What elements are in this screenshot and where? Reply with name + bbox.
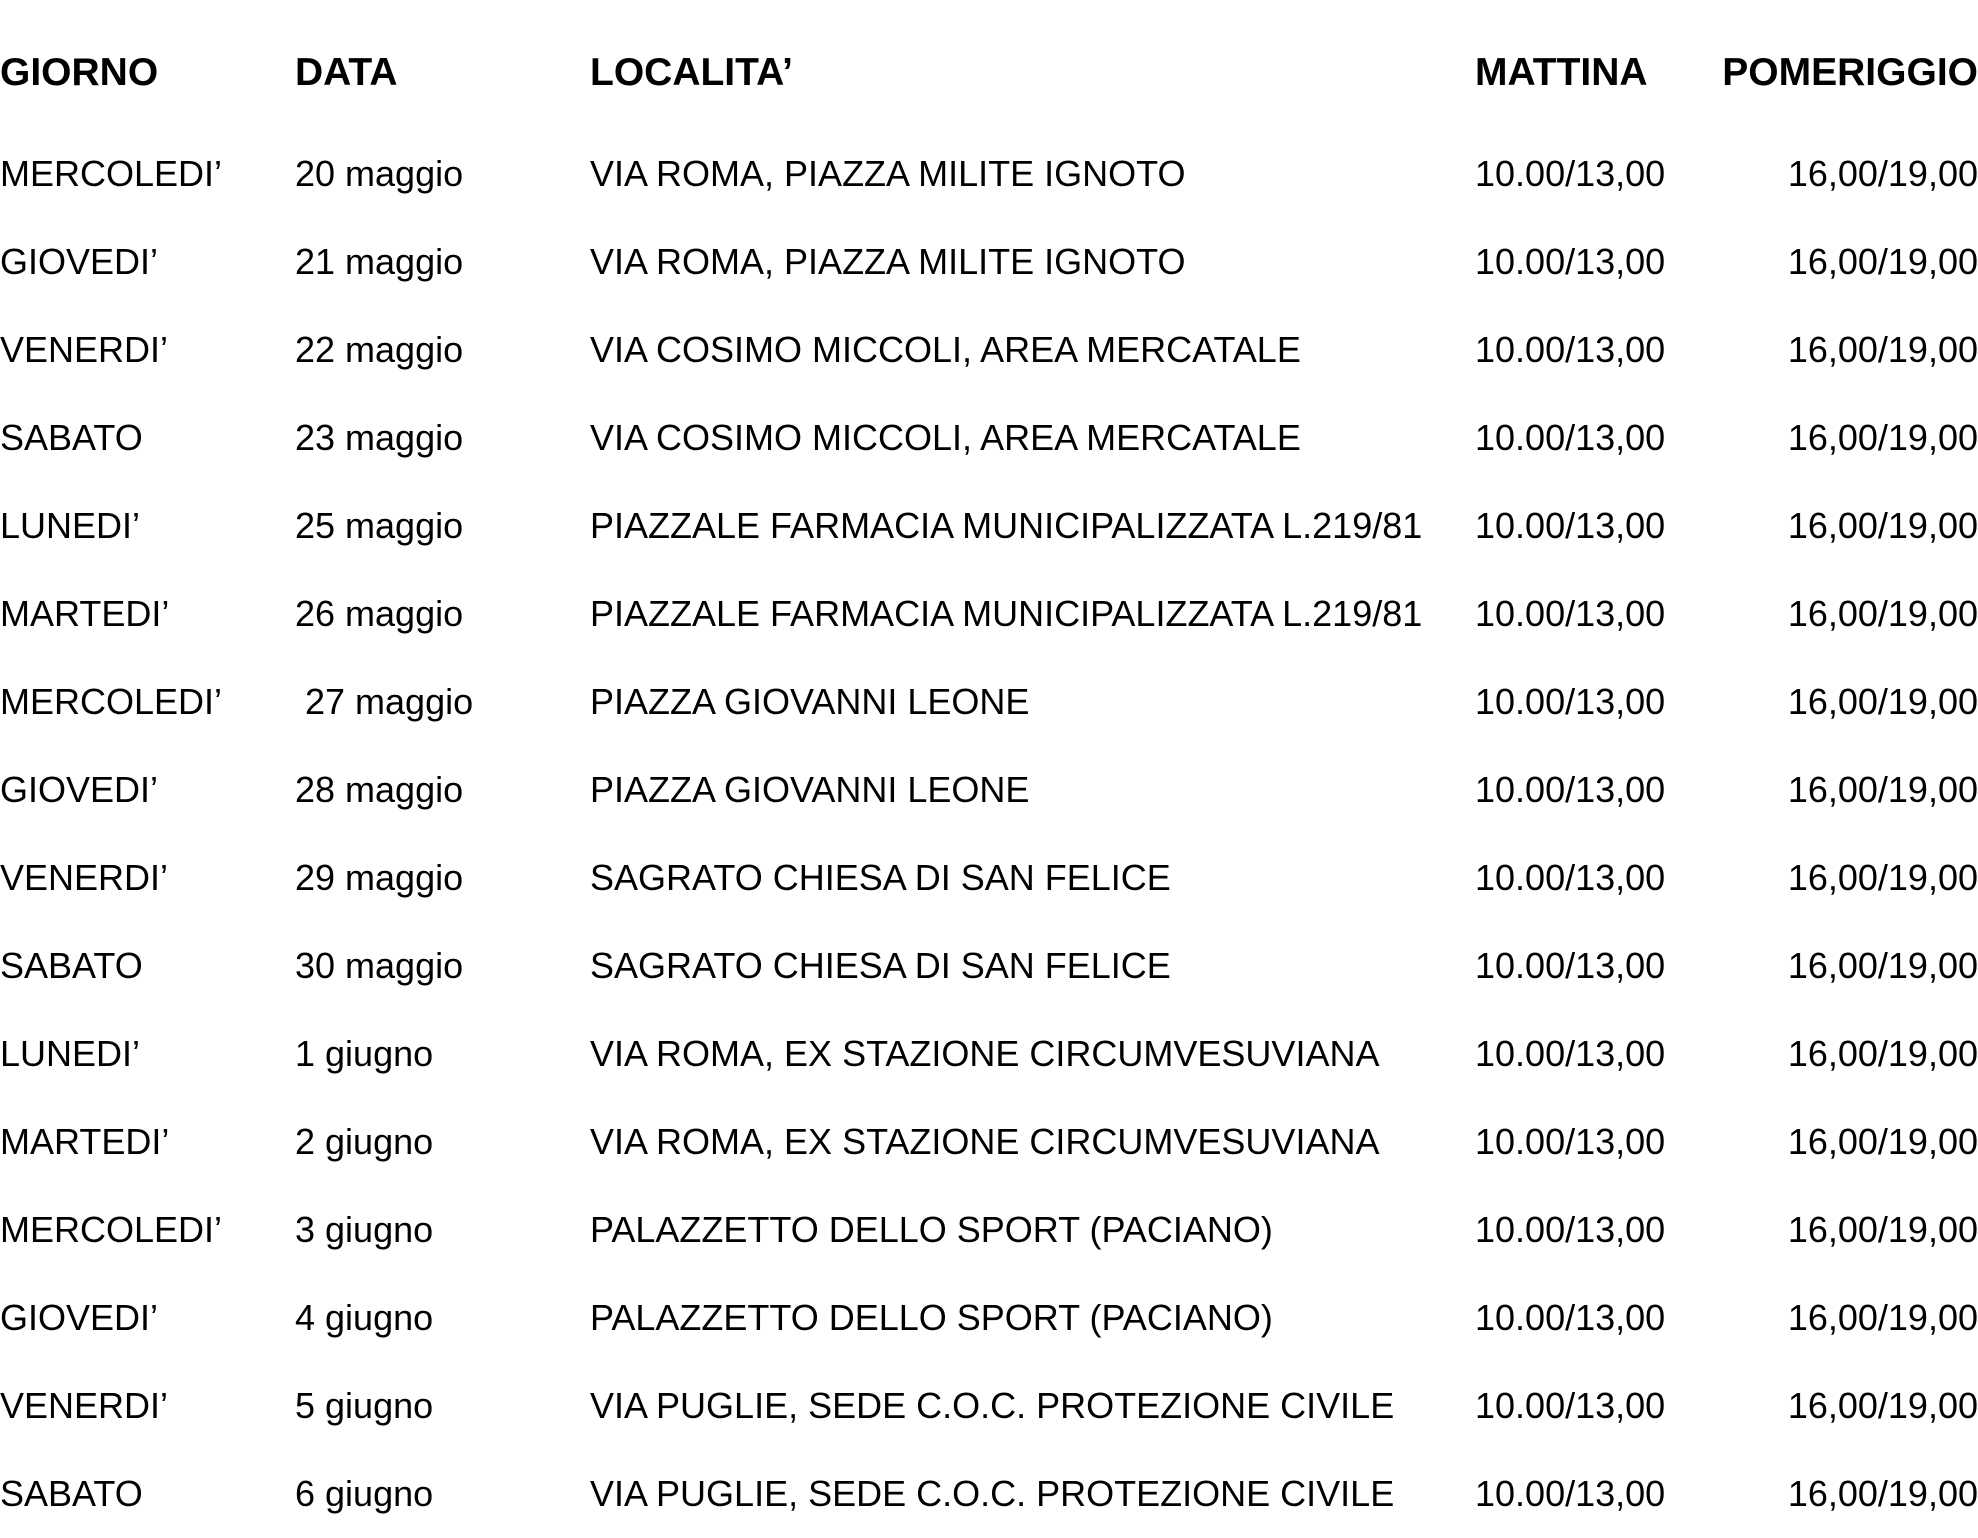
cell-localita: VIA PUGLIE, SEDE C.O.C. PROTEZIONE CIVILE (590, 1385, 1395, 1426)
table-row (0, 658, 1978, 746)
cell-localita: VIA ROMA, EX STAZIONE CIRCUMVESUVIANA (590, 1121, 1380, 1162)
cell-giorno: MARTEDI’ (0, 1121, 170, 1162)
cell-mattina: 10.00/13,00 (1475, 681, 1666, 722)
cell-localita: PIAZZA GIOVANNI LEONE (590, 681, 1030, 722)
cell-localita: PIAZZALE FARMACIA MUNICIPALIZZATA L.219/81 (590, 505, 1423, 546)
table-row (0, 922, 1978, 1010)
cell-mattina: 10.00/13,00 (1475, 1121, 1666, 1162)
cell-localita: VIA ROMA, EX STAZIONE CIRCUMVESUVIANA (590, 1033, 1380, 1074)
cell-localita: SAGRATO CHIESA DI SAN FELICE (590, 945, 1171, 986)
cell-localita: PIAZZA GIOVANNI LEONE (590, 769, 1030, 810)
cell-mattina: 10.00/13,00 (1475, 153, 1666, 194)
cell-data: 4 giugno (295, 1297, 434, 1338)
cell-data: 2 giugno (295, 1121, 434, 1162)
cell-localita: VIA COSIMO MICCOLI, AREA MERCATALE (590, 417, 1301, 458)
cell-pomeriggio: 16,00/19,00 (1787, 857, 1978, 898)
cell-pomeriggio: 16,00/19,00 (1787, 153, 1978, 194)
cell-pomeriggio: 16,00/19,00 (1787, 593, 1978, 634)
cell-mattina: 10.00/13,00 (1475, 329, 1666, 370)
table-header-row (0, 38, 1978, 130)
cell-data: 29 maggio (295, 857, 464, 898)
cell-pomeriggio: 16,00/19,00 (1787, 1297, 1978, 1338)
cell-mattina: 10.00/13,00 (1475, 505, 1666, 546)
header-data: DATA (295, 51, 398, 94)
table-row (0, 394, 1978, 482)
table-row (0, 130, 1978, 218)
cell-localita: PALAZZETTO DELLO SPORT (PACIANO) (590, 1297, 1273, 1338)
cell-localita: PIAZZALE FARMACIA MUNICIPALIZZATA L.219/81 (590, 593, 1423, 634)
cell-giorno: MERCOLEDI’ (0, 681, 223, 722)
cell-giorno: SABATO (0, 417, 143, 458)
cell-mattina: 10.00/13,00 (1475, 1297, 1666, 1338)
table-row (0, 1186, 1978, 1274)
cell-data: 22 maggio (295, 329, 464, 370)
table-row (0, 1362, 1978, 1450)
cell-data: 28 maggio (295, 769, 464, 810)
table-row (0, 570, 1978, 658)
header-localita: LOCALITA’ (590, 51, 793, 94)
cell-giorno: SABATO (0, 945, 143, 986)
cell-pomeriggio: 16,00/19,00 (1787, 505, 1978, 546)
table-row (0, 834, 1978, 922)
cell-giorno: VENERDI’ (0, 1385, 169, 1426)
cell-giorno: MERCOLEDI’ (0, 153, 223, 194)
table-row (0, 306, 1978, 394)
table-row (0, 482, 1978, 570)
cell-mattina: 10.00/13,00 (1475, 417, 1666, 458)
cell-mattina: 10.00/13,00 (1475, 1385, 1666, 1426)
schedule-table (0, 38, 1978, 1538)
cell-mattina: 10.00/13,00 (1475, 1033, 1666, 1074)
table-row (0, 1274, 1978, 1362)
header-pomeriggio: POMERIGGIO (1722, 51, 1978, 94)
cell-giorno: GIOVEDI’ (0, 241, 159, 282)
cell-giorno: SABATO (0, 1473, 143, 1514)
cell-pomeriggio: 16,00/19,00 (1787, 241, 1978, 282)
cell-pomeriggio: 16,00/19,00 (1787, 945, 1978, 986)
cell-localita: VIA PUGLIE, SEDE C.O.C. PROTEZIONE CIVILE (590, 1473, 1395, 1514)
header-giorno: GIORNO (0, 51, 159, 94)
cell-giorno: GIOVEDI’ (0, 1297, 159, 1338)
cell-mattina: 10.00/13,00 (1475, 593, 1666, 634)
cell-data: 20 maggio (295, 153, 464, 194)
cell-giorno: LUNEDI’ (0, 505, 141, 546)
cell-giorno: LUNEDI’ (0, 1033, 141, 1074)
cell-data: 27 maggio (305, 681, 474, 722)
cell-giorno: MARTEDI’ (0, 593, 170, 634)
cell-data: 1 giugno (295, 1033, 434, 1074)
table-row (0, 1010, 1978, 1098)
cell-localita: PALAZZETTO DELLO SPORT (PACIANO) (590, 1209, 1273, 1250)
cell-giorno: GIOVEDI’ (0, 769, 159, 810)
cell-mattina: 10.00/13,00 (1475, 769, 1666, 810)
cell-mattina: 10.00/13,00 (1475, 857, 1666, 898)
cell-pomeriggio: 16,00/19,00 (1787, 769, 1978, 810)
cell-giorno: MERCOLEDI’ (0, 1209, 223, 1250)
cell-mattina: 10.00/13,00 (1475, 1209, 1666, 1250)
cell-data: 21 maggio (295, 241, 464, 282)
cell-mattina: 10.00/13,00 (1475, 241, 1666, 282)
table-row (0, 1098, 1978, 1186)
cell-data: 23 maggio (295, 417, 464, 458)
cell-giorno: VENERDI’ (0, 329, 169, 370)
cell-pomeriggio: 16,00/19,00 (1787, 1473, 1978, 1514)
cell-mattina: 10.00/13,00 (1475, 1473, 1666, 1514)
cell-giorno: VENERDI’ (0, 857, 169, 898)
cell-pomeriggio: 16,00/19,00 (1787, 681, 1978, 722)
cell-localita: VIA ROMA, PIAZZA MILITE IGNOTO (590, 241, 1186, 282)
cell-localita: VIA ROMA, PIAZZA MILITE IGNOTO (590, 153, 1186, 194)
cell-pomeriggio: 16,00/19,00 (1787, 1209, 1978, 1250)
table-row (0, 1450, 1978, 1538)
cell-pomeriggio: 16,00/19,00 (1787, 329, 1978, 370)
cell-pomeriggio: 16,00/19,00 (1787, 417, 1978, 458)
cell-mattina: 10.00/13,00 (1475, 945, 1666, 986)
cell-localita: SAGRATO CHIESA DI SAN FELICE (590, 857, 1171, 898)
cell-localita: VIA COSIMO MICCOLI, AREA MERCATALE (590, 329, 1301, 370)
cell-data: 6 giugno (295, 1473, 434, 1514)
cell-pomeriggio: 16,00/19,00 (1787, 1385, 1978, 1426)
cell-data: 26 maggio (295, 593, 464, 634)
cell-data: 5 giugno (295, 1385, 434, 1426)
cell-data: 25 maggio (295, 505, 464, 546)
header-mattina: MATTINA (1475, 51, 1648, 94)
cell-pomeriggio: 16,00/19,00 (1787, 1033, 1978, 1074)
table-row (0, 218, 1978, 306)
cell-data: 3 giugno (295, 1209, 434, 1250)
table-row (0, 746, 1978, 834)
cell-data: 30 maggio (295, 945, 464, 986)
cell-pomeriggio: 16,00/19,00 (1787, 1121, 1978, 1162)
